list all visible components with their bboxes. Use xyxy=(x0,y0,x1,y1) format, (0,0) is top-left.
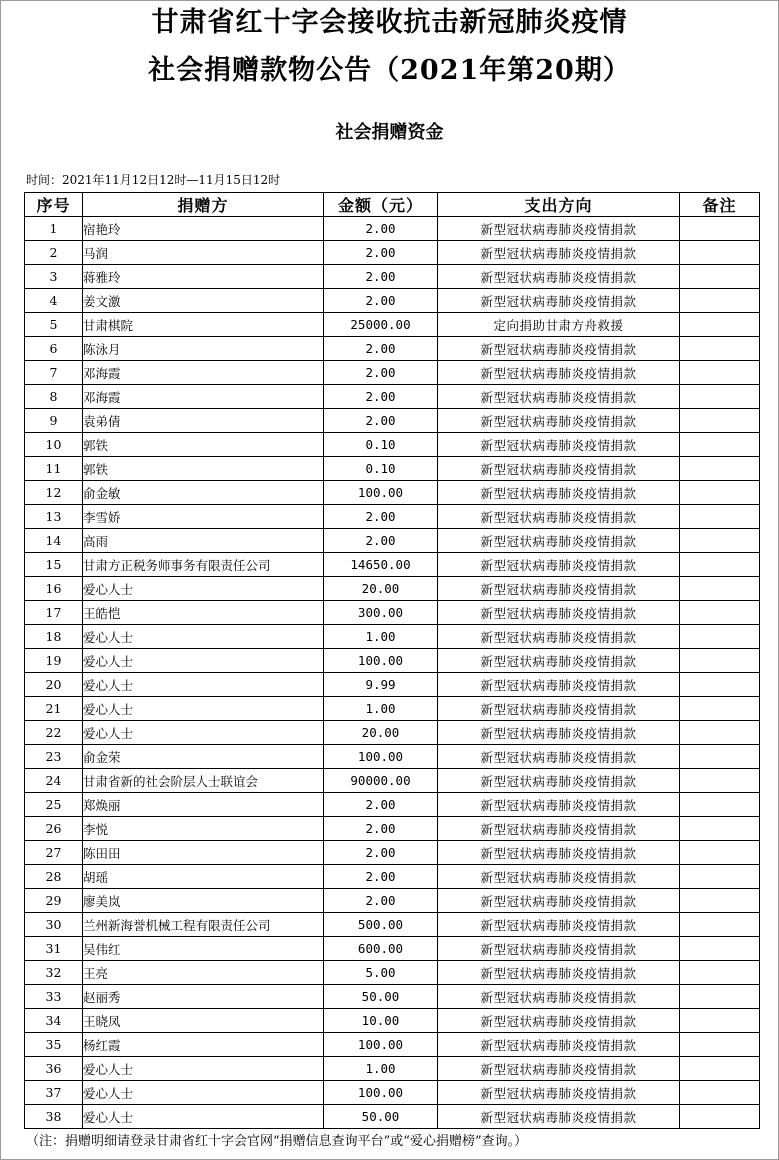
cell-direction: 新型冠状病毒肺炎疫情捐款 xyxy=(438,985,680,1009)
cell-remark xyxy=(680,601,760,625)
cell-donor: 爱心人士 xyxy=(83,625,324,649)
cell-remark xyxy=(680,1105,760,1129)
cell-amount: 20.00 xyxy=(324,721,438,745)
cell-direction: 新型冠状病毒肺炎疫情捐款 xyxy=(438,553,680,577)
cell-direction: 新型冠状病毒肺炎疫情捐款 xyxy=(438,937,680,961)
cell-remark xyxy=(680,937,760,961)
cell-donor: 李悦 xyxy=(83,817,324,841)
cell-remark xyxy=(680,913,760,937)
cell-donor: 爱心人士 xyxy=(83,1105,324,1129)
cell-no: 16 xyxy=(25,577,83,601)
header-donor: 捐赠方 xyxy=(83,193,324,217)
cell-no: 7 xyxy=(25,361,83,385)
cell-direction: 新型冠状病毒肺炎疫情捐款 xyxy=(438,1009,680,1033)
cell-donor: 廖美岚 xyxy=(83,889,324,913)
cell-no: 19 xyxy=(25,649,83,673)
cell-no: 37 xyxy=(25,1081,83,1105)
cell-amount: 0.10 xyxy=(324,457,438,481)
table-row xyxy=(25,553,760,577)
title-line-1: 甘肃省红十字会接收抗击新冠肺炎疫情 xyxy=(151,7,628,38)
cell-direction: 新型冠状病毒肺炎疫情捐款 xyxy=(438,601,680,625)
cell-no: 26 xyxy=(25,817,83,841)
cell-remark xyxy=(680,1057,760,1081)
table-row xyxy=(25,1057,760,1081)
cell-remark xyxy=(680,433,760,457)
cell-no: 36 xyxy=(25,1057,83,1081)
cell-donor: 郭铁 xyxy=(83,457,324,481)
cell-donor: 俞金敏 xyxy=(83,481,324,505)
table-row xyxy=(25,649,760,673)
cell-no: 34 xyxy=(25,1009,83,1033)
cell-direction: 新型冠状病毒肺炎疫情捐款 xyxy=(438,889,680,913)
cell-amount: 2.00 xyxy=(324,889,438,913)
cell-direction: 新型冠状病毒肺炎疫情捐款 xyxy=(438,481,680,505)
cell-amount: 2.00 xyxy=(324,505,438,529)
table-row xyxy=(25,361,760,385)
cell-direction: 新型冠状病毒肺炎疫情捐款 xyxy=(438,577,680,601)
cell-direction: 新型冠状病毒肺炎疫情捐款 xyxy=(438,409,680,433)
cell-donor: 爱心人士 xyxy=(83,1081,324,1105)
cell-amount: 1.00 xyxy=(324,1057,438,1081)
cell-remark xyxy=(680,409,760,433)
cell-amount: 100.00 xyxy=(324,1033,438,1057)
cell-donor: 王皓恺 xyxy=(83,601,324,625)
cell-donor: 马润 xyxy=(83,241,324,265)
cell-no: 27 xyxy=(25,841,83,865)
cell-no: 12 xyxy=(25,481,83,505)
cell-remark xyxy=(680,313,760,337)
header-no: 序号 xyxy=(25,193,83,217)
cell-amount: 2.00 xyxy=(324,385,438,409)
cell-direction: 新型冠状病毒肺炎疫情捐款 xyxy=(438,841,680,865)
cell-amount: 300.00 xyxy=(324,601,438,625)
cell-amount: 0.10 xyxy=(324,433,438,457)
cell-no: 11 xyxy=(25,457,83,481)
cell-remark xyxy=(680,481,760,505)
table-row xyxy=(25,433,760,457)
cell-no: 25 xyxy=(25,793,83,817)
table-row xyxy=(25,625,760,649)
cell-direction: 新型冠状病毒肺炎疫情捐款 xyxy=(438,1081,680,1105)
cell-donor: 胡瑶 xyxy=(83,865,324,889)
cell-amount: 2.00 xyxy=(324,841,438,865)
cell-remark xyxy=(680,505,760,529)
cell-remark xyxy=(680,625,760,649)
table-row xyxy=(25,217,760,241)
cell-direction: 新型冠状病毒肺炎疫情捐款 xyxy=(438,265,680,289)
cell-donor: 陈泳月 xyxy=(83,337,324,361)
cell-amount: 9.99 xyxy=(324,673,438,697)
cell-remark xyxy=(680,577,760,601)
cell-no: 33 xyxy=(25,985,83,1009)
cell-amount: 600.00 xyxy=(324,937,438,961)
cell-donor: 王晓凤 xyxy=(83,1009,324,1033)
cell-amount: 2.00 xyxy=(324,865,438,889)
cell-donor: 高雨 xyxy=(83,529,324,553)
cell-no: 20 xyxy=(25,673,83,697)
cell-remark xyxy=(680,265,760,289)
cell-direction: 新型冠状病毒肺炎疫情捐款 xyxy=(438,529,680,553)
cell-donor: 爱心人士 xyxy=(83,697,324,721)
table-row xyxy=(25,337,760,361)
cell-no: 4 xyxy=(25,289,83,313)
table-row xyxy=(25,865,760,889)
cell-direction: 新型冠状病毒肺炎疫情捐款 xyxy=(438,793,680,817)
cell-amount: 5.00 xyxy=(324,961,438,985)
cell-direction: 新型冠状病毒肺炎疫情捐款 xyxy=(438,961,680,985)
cell-no: 23 xyxy=(25,745,83,769)
cell-no: 35 xyxy=(25,1033,83,1057)
table-row xyxy=(25,241,760,265)
cell-no: 13 xyxy=(25,505,83,529)
cell-no: 5 xyxy=(25,313,83,337)
cell-amount: 2.00 xyxy=(324,409,438,433)
table-row xyxy=(25,769,760,793)
cell-direction: 新型冠状病毒肺炎疫情捐款 xyxy=(438,721,680,745)
cell-amount: 50.00 xyxy=(324,985,438,1009)
cell-direction: 新型冠状病毒肺炎疫情捐款 xyxy=(438,433,680,457)
cell-direction: 新型冠状病毒肺炎疫情捐款 xyxy=(438,769,680,793)
cell-donor: 甘肃棋院 xyxy=(83,313,324,337)
header-remark: 备注 xyxy=(680,193,760,217)
cell-remark xyxy=(680,217,760,241)
table-row xyxy=(25,409,760,433)
cell-donor: 蒋雅玲 xyxy=(83,265,324,289)
cell-amount: 50.00 xyxy=(324,1105,438,1129)
cell-direction: 新型冠状病毒肺炎疫情捐款 xyxy=(438,697,680,721)
cell-no: 30 xyxy=(25,913,83,937)
cell-remark xyxy=(680,745,760,769)
cell-no: 22 xyxy=(25,721,83,745)
cell-no: 10 xyxy=(25,433,83,457)
cell-remark xyxy=(680,985,760,1009)
table-row xyxy=(25,505,760,529)
cell-donor: 郑焕丽 xyxy=(83,793,324,817)
cell-direction: 新型冠状病毒肺炎疫情捐款 xyxy=(438,361,680,385)
table-row xyxy=(25,961,760,985)
cell-remark xyxy=(680,841,760,865)
cell-amount: 25000.00 xyxy=(324,313,438,337)
time-period: 时间：2021年11月12日12时—11月15日12时 xyxy=(26,173,281,187)
cell-direction: 新型冠状病毒肺炎疫情捐款 xyxy=(438,673,680,697)
cell-direction: 新型冠状病毒肺炎疫情捐款 xyxy=(438,817,680,841)
table-row xyxy=(25,577,760,601)
cell-remark xyxy=(680,769,760,793)
cell-amount: 1.00 xyxy=(324,697,438,721)
cell-no: 32 xyxy=(25,961,83,985)
cell-amount: 1.00 xyxy=(324,625,438,649)
cell-no: 1 xyxy=(25,217,83,241)
cell-amount: 100.00 xyxy=(324,649,438,673)
table-row xyxy=(25,265,760,289)
cell-donor: 吴伟红 xyxy=(83,937,324,961)
cell-donor: 陈田田 xyxy=(83,841,324,865)
cell-remark xyxy=(680,817,760,841)
cell-direction: 新型冠状病毒肺炎疫情捐款 xyxy=(438,913,680,937)
cell-remark xyxy=(680,337,760,361)
cell-no: 29 xyxy=(25,889,83,913)
cell-amount: 2.00 xyxy=(324,265,438,289)
cell-no: 6 xyxy=(25,337,83,361)
cell-amount: 2.00 xyxy=(324,529,438,553)
table-row xyxy=(25,289,760,313)
table-row xyxy=(25,385,760,409)
cell-direction: 新型冠状病毒肺炎疫情捐款 xyxy=(438,241,680,265)
cell-no: 17 xyxy=(25,601,83,625)
cell-no: 2 xyxy=(25,241,83,265)
table-row xyxy=(25,673,760,697)
cell-no: 31 xyxy=(25,937,83,961)
table-row xyxy=(25,1033,760,1057)
section-subtitle: 社会捐赠资金 xyxy=(335,122,444,143)
table-row xyxy=(25,1009,760,1033)
cell-no: 14 xyxy=(25,529,83,553)
cell-remark xyxy=(680,793,760,817)
table-row xyxy=(25,457,760,481)
cell-direction: 新型冠状病毒肺炎疫情捐款 xyxy=(438,865,680,889)
cell-direction: 新型冠状病毒肺炎疫情捐款 xyxy=(438,337,680,361)
cell-amount: 10.00 xyxy=(324,1009,438,1033)
cell-donor: 爱心人士 xyxy=(83,721,324,745)
cell-direction: 定向捐助甘肃方舟救援 xyxy=(438,313,680,337)
cell-remark xyxy=(680,697,760,721)
donation-table xyxy=(24,192,760,1129)
table-row xyxy=(25,937,760,961)
cell-amount: 2.00 xyxy=(324,817,438,841)
table-header-row xyxy=(25,193,760,217)
cell-amount: 14650.00 xyxy=(324,553,438,577)
cell-direction: 新型冠状病毒肺炎疫情捐款 xyxy=(438,1057,680,1081)
table-row xyxy=(25,1105,760,1129)
table-row xyxy=(25,817,760,841)
cell-no: 38 xyxy=(25,1105,83,1129)
cell-direction: 新型冠状病毒肺炎疫情捐款 xyxy=(438,385,680,409)
cell-donor: 甘肃省新的社会阶层人士联谊会 xyxy=(83,769,324,793)
cell-donor: 兰州新海誉机械工程有限责任公司 xyxy=(83,913,324,937)
cell-donor: 郭铁 xyxy=(83,433,324,457)
cell-amount: 500.00 xyxy=(324,913,438,937)
cell-remark xyxy=(680,961,760,985)
cell-direction: 新型冠状病毒肺炎疫情捐款 xyxy=(438,745,680,769)
cell-donor: 邓海霞 xyxy=(83,361,324,385)
cell-remark xyxy=(680,385,760,409)
cell-donor: 姜文激 xyxy=(83,289,324,313)
cell-direction: 新型冠状病毒肺炎疫情捐款 xyxy=(438,625,680,649)
cell-remark xyxy=(680,553,760,577)
cell-remark xyxy=(680,1081,760,1105)
cell-no: 24 xyxy=(25,769,83,793)
cell-direction: 新型冠状病毒肺炎疫情捐款 xyxy=(438,289,680,313)
table-row xyxy=(25,1081,760,1105)
cell-amount: 2.00 xyxy=(324,289,438,313)
cell-amount: 2.00 xyxy=(324,217,438,241)
cell-direction: 新型冠状病毒肺炎疫情捐款 xyxy=(438,649,680,673)
title-line-2: 社会捐赠款物公告（2021年第20期） xyxy=(148,55,631,86)
header-amount: 金额（元） xyxy=(324,193,438,217)
cell-donor: 爱心人士 xyxy=(83,673,324,697)
cell-no: 21 xyxy=(25,697,83,721)
cell-donor: 爱心人士 xyxy=(83,1057,324,1081)
cell-amount: 100.00 xyxy=(324,1081,438,1105)
cell-amount: 100.00 xyxy=(324,745,438,769)
cell-amount: 2.00 xyxy=(324,241,438,265)
cell-donor: 甘肃方正税务师事务有限责任公司 xyxy=(83,553,324,577)
cell-remark xyxy=(680,529,760,553)
cell-donor: 袁弟倩 xyxy=(83,409,324,433)
cell-donor: 杨红霞 xyxy=(83,1033,324,1057)
table-row xyxy=(25,697,760,721)
table-row xyxy=(25,313,760,337)
table-body xyxy=(25,217,760,1129)
cell-no: 8 xyxy=(25,385,83,409)
cell-amount: 2.00 xyxy=(324,361,438,385)
cell-remark xyxy=(680,241,760,265)
cell-donor: 宿艳玲 xyxy=(83,217,324,241)
cell-direction: 新型冠状病毒肺炎疫情捐款 xyxy=(438,505,680,529)
table-row xyxy=(25,745,760,769)
cell-remark xyxy=(680,289,760,313)
cell-donor: 李雪娇 xyxy=(83,505,324,529)
table-row xyxy=(25,985,760,1009)
cell-remark xyxy=(680,673,760,697)
header-direction: 支出方向 xyxy=(438,193,680,217)
cell-no: 15 xyxy=(25,553,83,577)
cell-remark xyxy=(680,457,760,481)
cell-direction: 新型冠状病毒肺炎疫情捐款 xyxy=(438,457,680,481)
cell-amount: 100.00 xyxy=(324,481,438,505)
cell-remark xyxy=(680,721,760,745)
table-row xyxy=(25,721,760,745)
cell-remark xyxy=(680,865,760,889)
cell-no: 18 xyxy=(25,625,83,649)
cell-donor: 俞金荣 xyxy=(83,745,324,769)
cell-donor: 邓海霞 xyxy=(83,385,324,409)
cell-remark xyxy=(680,649,760,673)
cell-amount: 2.00 xyxy=(324,793,438,817)
table-row xyxy=(25,913,760,937)
cell-remark xyxy=(680,889,760,913)
table-row xyxy=(25,793,760,817)
cell-no: 28 xyxy=(25,865,83,889)
cell-donor: 爱心人士 xyxy=(83,577,324,601)
cell-donor: 王亮 xyxy=(83,961,324,985)
cell-direction: 新型冠状病毒肺炎疫情捐款 xyxy=(438,1033,680,1057)
cell-direction: 新型冠状病毒肺炎疫情捐款 xyxy=(438,217,680,241)
cell-amount: 20.00 xyxy=(324,577,438,601)
cell-no: 9 xyxy=(25,409,83,433)
table-row xyxy=(25,481,760,505)
cell-direction: 新型冠状病毒肺炎疫情捐款 xyxy=(438,1105,680,1129)
table-row xyxy=(25,841,760,865)
cell-no: 3 xyxy=(25,265,83,289)
cell-donor: 赵丽秀 xyxy=(83,985,324,1009)
table-row xyxy=(25,601,760,625)
cell-remark xyxy=(680,1033,760,1057)
cell-amount: 2.00 xyxy=(324,337,438,361)
cell-donor: 爱心人士 xyxy=(83,649,324,673)
cell-amount: 90000.00 xyxy=(324,769,438,793)
cell-remark xyxy=(680,1009,760,1033)
footnote: （注：捐赠明细请登录甘肃省红十字会官网“捐赠信息查询平台”或“爱心捐赠榜”查询。） xyxy=(26,1134,528,1149)
table-row xyxy=(25,889,760,913)
table-row xyxy=(25,529,760,553)
cell-remark xyxy=(680,361,760,385)
